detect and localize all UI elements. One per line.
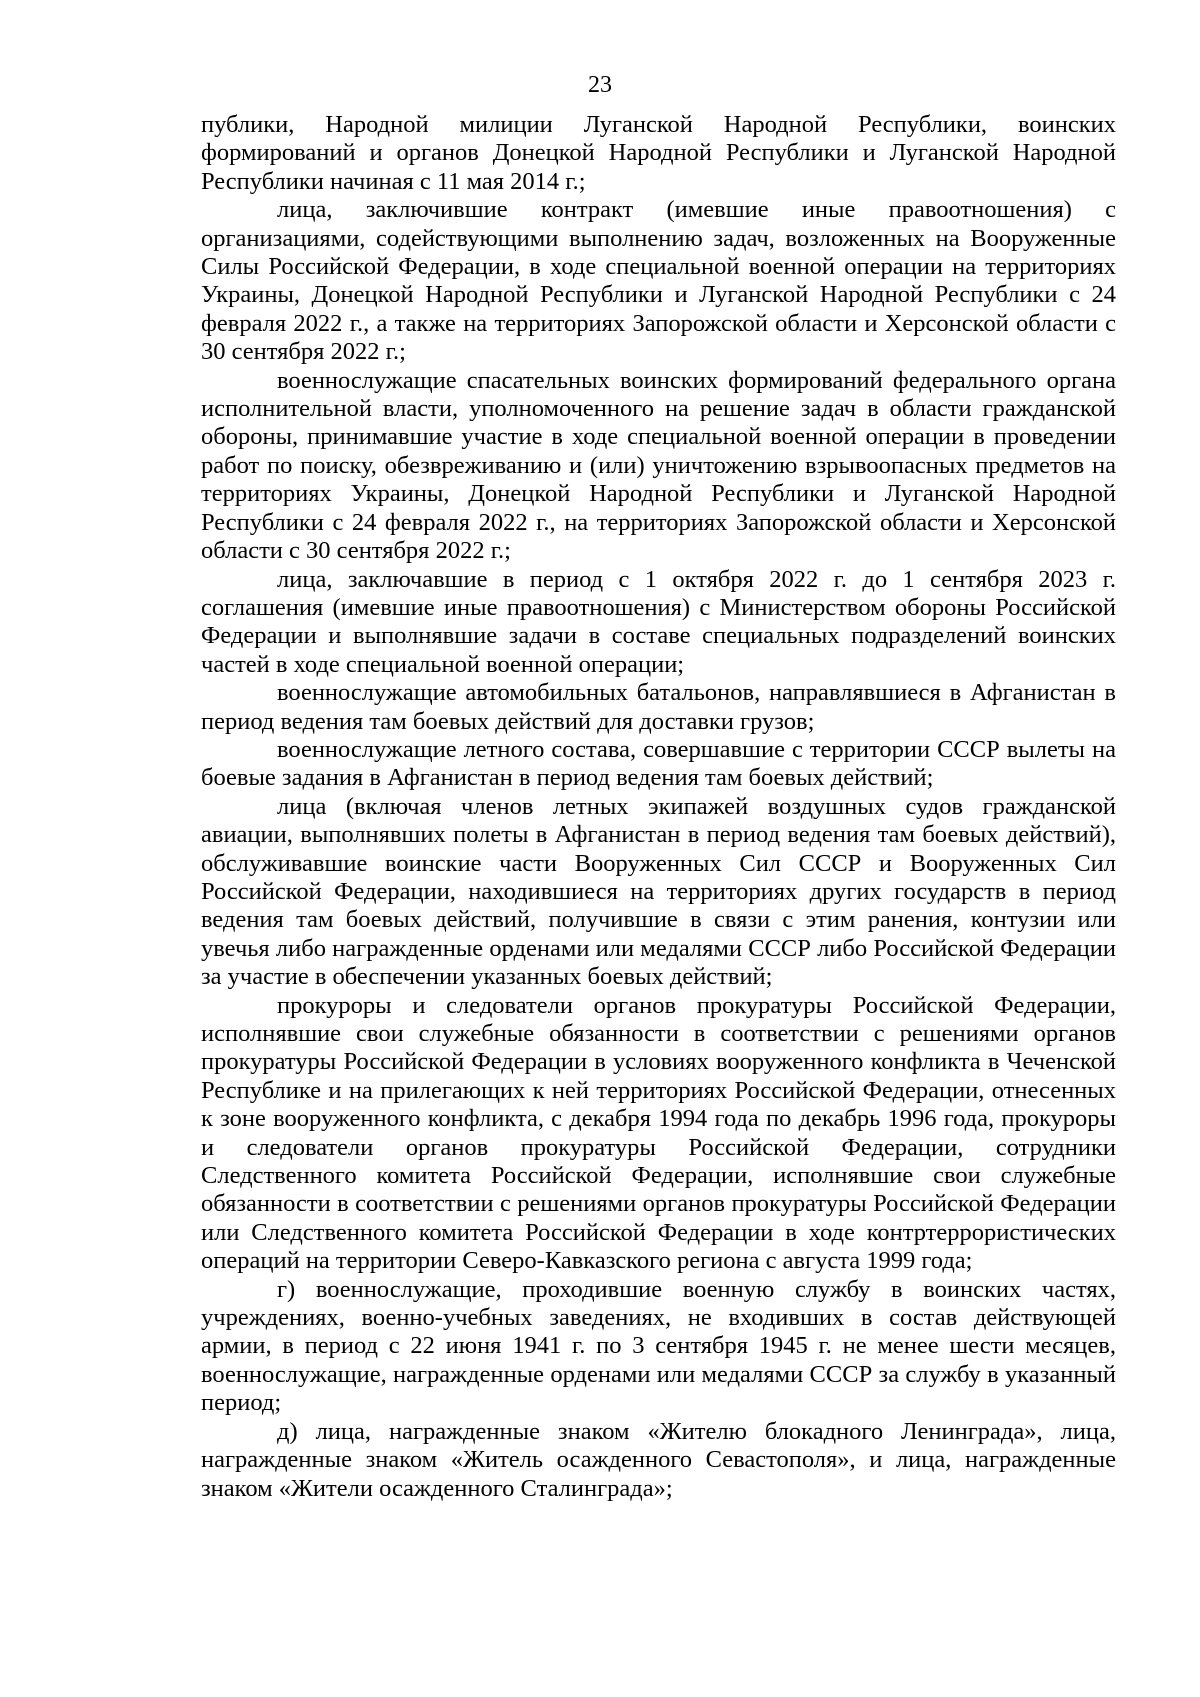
paragraph-rescue-servicemen: военнослужащие спасательных воинских формирований федерального органа исполнительной власти, уполномоченного на решение задач в области гражданской обороны, принимавшие участие в ходе специальной военной операции в проведении работ по поиску, обезвреживанию и (или) уничтожению взрывоопасных предметов на территориях Украины, Донецкой Народной Республики и Луганской Народной Республики с 24 февраля 2022 г., на территориях Запорожской области и Херсонской области с 30 сентября 2022 г.; bbox=[201, 366, 1116, 565]
paragraph-continuation: публики, Народной милиции Луганской Народной Республики, воинских формирований и органов Донецкой Народной Республики и Луганской Народной Республики начиная с 11 мая 2014 г.; bbox=[201, 111, 1116, 195]
paragraph-contract-persons: лица, заключившие контракт (имевшие иные правоотношения) с организациями, содействующими выполнению задач, возложенных на Вооруженные Силы Российской Федерации, в ходе специальной военной операции на территориях Украины, Донецкой Народной Республики и Луганской Народной Республики с 24 февраля 2022 г., а также на территориях Запорожской области и Херсонской области с 30 сентября 2022 г.; bbox=[201, 196, 1116, 366]
paragraph-item-d: д) лица, награжденные знаком «Жителю блокадного Ленинграда», лица, награжденные знаком «Житель осажденного Севастополя», и лица, награжденные знаком «Жители осажденного Сталинграда»; bbox=[201, 1417, 1116, 1502]
page-number: 23 bbox=[588, 72, 612, 98]
paragraph-agreement-persons: лица, заключавшие в период с 1 октября 2022 г. до 1 сентября 2023 г. соглашения (имевшие иные правоотношения) с Министерством обороны Российской Федерации и выполнявшие задачи в составе специальных подразделений воинских частей в ходе специальной военной операции; bbox=[201, 565, 1116, 678]
paragraph-prosecutors: прокуроры и следователи органов прокуратуры Российской Федерации, исполнявшие свои служебные обязанности в соответствии с решениями органов прокуратуры Российской Федерации в условиях вооруженного конфликта в Чеченской Республике и на прилегающих к ней территориях Российской Федерации, отнесенных к зоне вооруженного конфликта, с декабря 1994 года по декабрь 1996 года, прокуроры и следователи органов прокуратуры Российской Федерации, сотрудники Следственного комитета Российской Федерации, исполнявшие свои служебные обязанности в соответствии с решениями органов прокуратуры Российской Федерации или Следственного комитета Российской Федерации в ходе контртеррористических операций на территории Северо-Кавказского региона с августа 1999 года; bbox=[201, 991, 1116, 1275]
document-body bbox=[201, 111, 1116, 1503]
paragraph-item-g: г) военнослужащие, проходившие военную службу в воинских частях, учреждениях, военно-учебных заведениях, не входивших в состав действующей армии, в период с 22 июня 1941 г. по 3 сентября 1945 г. не менее шести месяцев, военнослужащие, награжденные орденами или медалями СССР за службу в указанный период; bbox=[201, 1275, 1116, 1417]
paragraph-automobile-battalions: военнослужащие автомобильных батальонов, направлявшиеся в Афганистан в период ведения там боевых действий для доставки грузов; bbox=[201, 679, 1116, 735]
paragraph-flight-crew: военнослужащие летного состава, совершавшие с территории СССР вылеты на боевые задания в Афганистан в период ведения там боевых действий; bbox=[201, 735, 1116, 792]
paragraph-civil-aviation: лица (включая членов летных экипажей воздушных судов гражданской авиации, выполнявших полеты в Афганистан в период ведения там боевых действий), обслуживавшие воинские части Вооруженных Сил СССР и Вооруженных Сил Российской Федерации, находившиеся на территориях других государств в период ведения там боевых действий, получившие в связи с этим ранения, контузии или увечья либо награжденные орденами или медалями СССР либо Российской Федерации за участие в обеспечении указанных боевых действий; bbox=[201, 792, 1116, 991]
